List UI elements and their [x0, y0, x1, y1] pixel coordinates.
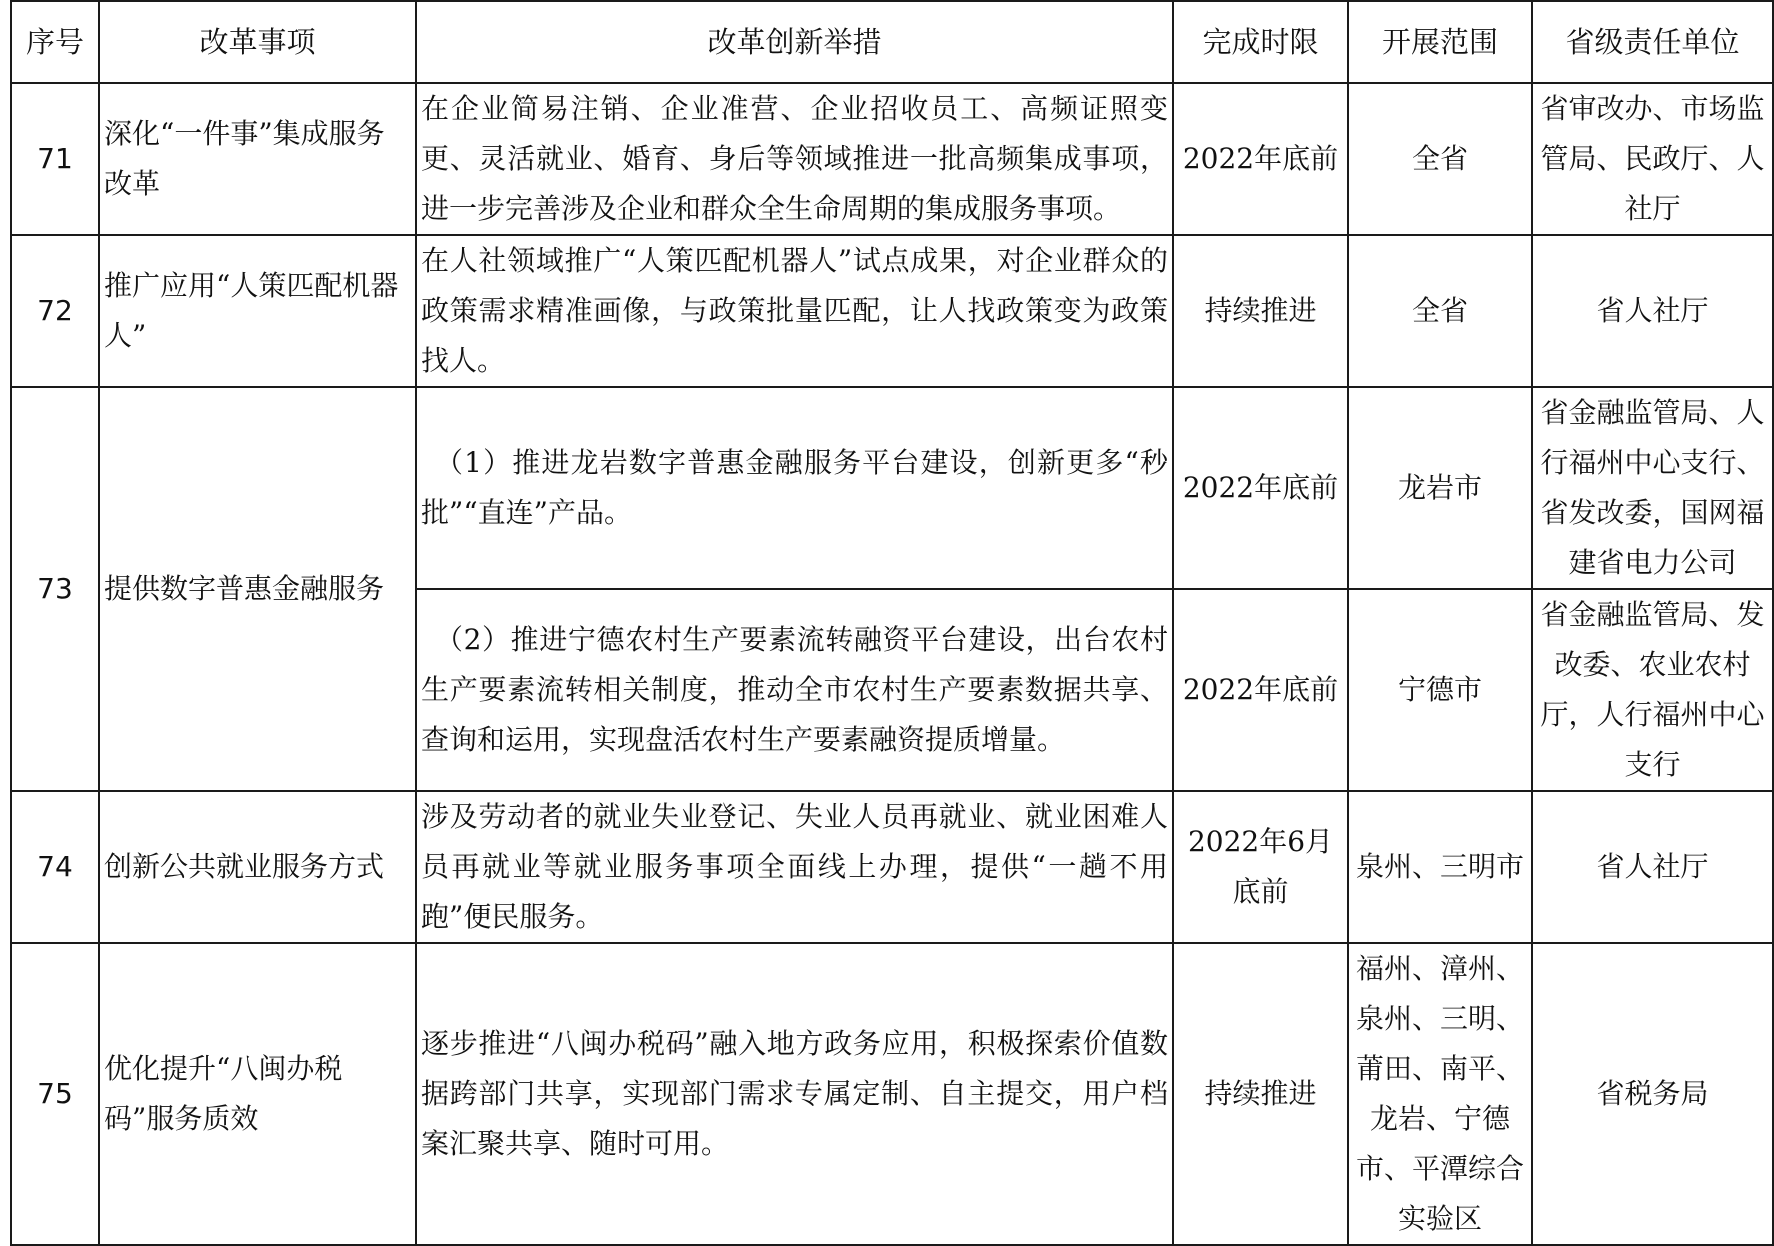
row-number: 71 [11, 83, 99, 235]
table-row-74 [11, 791, 1773, 943]
reform-item: 深化“一件事”集成服务改革 [99, 83, 416, 235]
header-no: 序号 [11, 1, 99, 83]
scope: 福州、漳州、泉州、三明、莆田、南平、龙岩、宁德市、平潭综合实验区 [1348, 943, 1532, 1245]
reform-measure: 在企业简易注销、企业准营、企业招收员工、高频证照变更、灵活就业、婚育、身后等领域推进一批高频集成事项，进一步完善涉及企业和群众全生命周期的集成服务事项。 [416, 83, 1173, 235]
reform-item: 推广应用“人策匹配机器人” [99, 235, 416, 387]
header-scope: 开展范围 [1348, 1, 1532, 83]
header-measure: 改革创新举措 [416, 1, 1173, 83]
scope: 宁德市 [1348, 589, 1532, 791]
scope: 泉州、三明市 [1348, 791, 1532, 943]
responsible-unit: 省税务局 [1532, 943, 1773, 1245]
scope: 全省 [1348, 83, 1532, 235]
reform-measure: （1）推进龙岩数字普惠金融服务平台建设，创新更多“秒批”“直连”产品。 [416, 387, 1173, 589]
reform-measure: （2）推进宁德农村生产要素流转融资平台建设，出台农村生产要素流转相关制度，推动全市农村生产要素数据共享、查询和运用，实现盘活农村生产要素融资提质增量。 [416, 589, 1173, 791]
deadline: 2022年底前 [1173, 589, 1348, 791]
reform-measures-table [10, 0, 1774, 1246]
reform-measure: 涉及劳动者的就业失业登记、失业人员再就业、就业困难人员再就业等就业服务事项全面线上办理，提供“一趟不用跑”便民服务。 [416, 791, 1173, 943]
header-unit: 省级责任单位 [1532, 1, 1773, 83]
scope: 龙岩市 [1348, 387, 1532, 589]
deadline: 2022年6月底前 [1173, 791, 1348, 943]
responsible-unit: 省金融监管局、人行福州中心支行、省发改委，国网福建省电力公司 [1532, 387, 1773, 589]
table-row-71 [11, 83, 1773, 235]
header-deadline: 完成时限 [1173, 1, 1348, 83]
reform-item: 创新公共就业服务方式 [99, 791, 416, 943]
row-number: 73 [11, 387, 99, 791]
deadline: 2022年底前 [1173, 83, 1348, 235]
table-row-72 [11, 235, 1773, 387]
header-item: 改革事项 [99, 1, 416, 83]
reform-item: 提供数字普惠金融服务 [99, 387, 416, 791]
header-row [11, 1, 1773, 83]
table-row-73a [11, 387, 1773, 589]
responsible-unit: 省人社厅 [1532, 235, 1773, 387]
responsible-unit: 省人社厅 [1532, 791, 1773, 943]
row-number: 74 [11, 791, 99, 943]
reform-item: 优化提升“八闽办税码”服务质效 [99, 943, 416, 1245]
responsible-unit: 省审改办、市场监管局、民政厅、人社厅 [1532, 83, 1773, 235]
reform-measure: 在人社领域推广“人策匹配机器人”试点成果，对企业群众的政策需求精准画像，与政策批量匹配，让人找政策变为政策找人。 [416, 235, 1173, 387]
reform-measure: 逐步推进“八闽办税码”融入地方政务应用，积极探索价值数据跨部门共享，实现部门需求专属定制、自主提交，用户档案汇聚共享、随时可用。 [416, 943, 1173, 1245]
deadline: 2022年底前 [1173, 387, 1348, 589]
deadline: 持续推进 [1173, 943, 1348, 1245]
scope: 全省 [1348, 235, 1532, 387]
row-number: 75 [11, 943, 99, 1245]
row-number: 72 [11, 235, 99, 387]
responsible-unit: 省金融监管局、发改委、农业农村厅，人行福州中心支行 [1532, 589, 1773, 791]
deadline: 持续推进 [1173, 235, 1348, 387]
